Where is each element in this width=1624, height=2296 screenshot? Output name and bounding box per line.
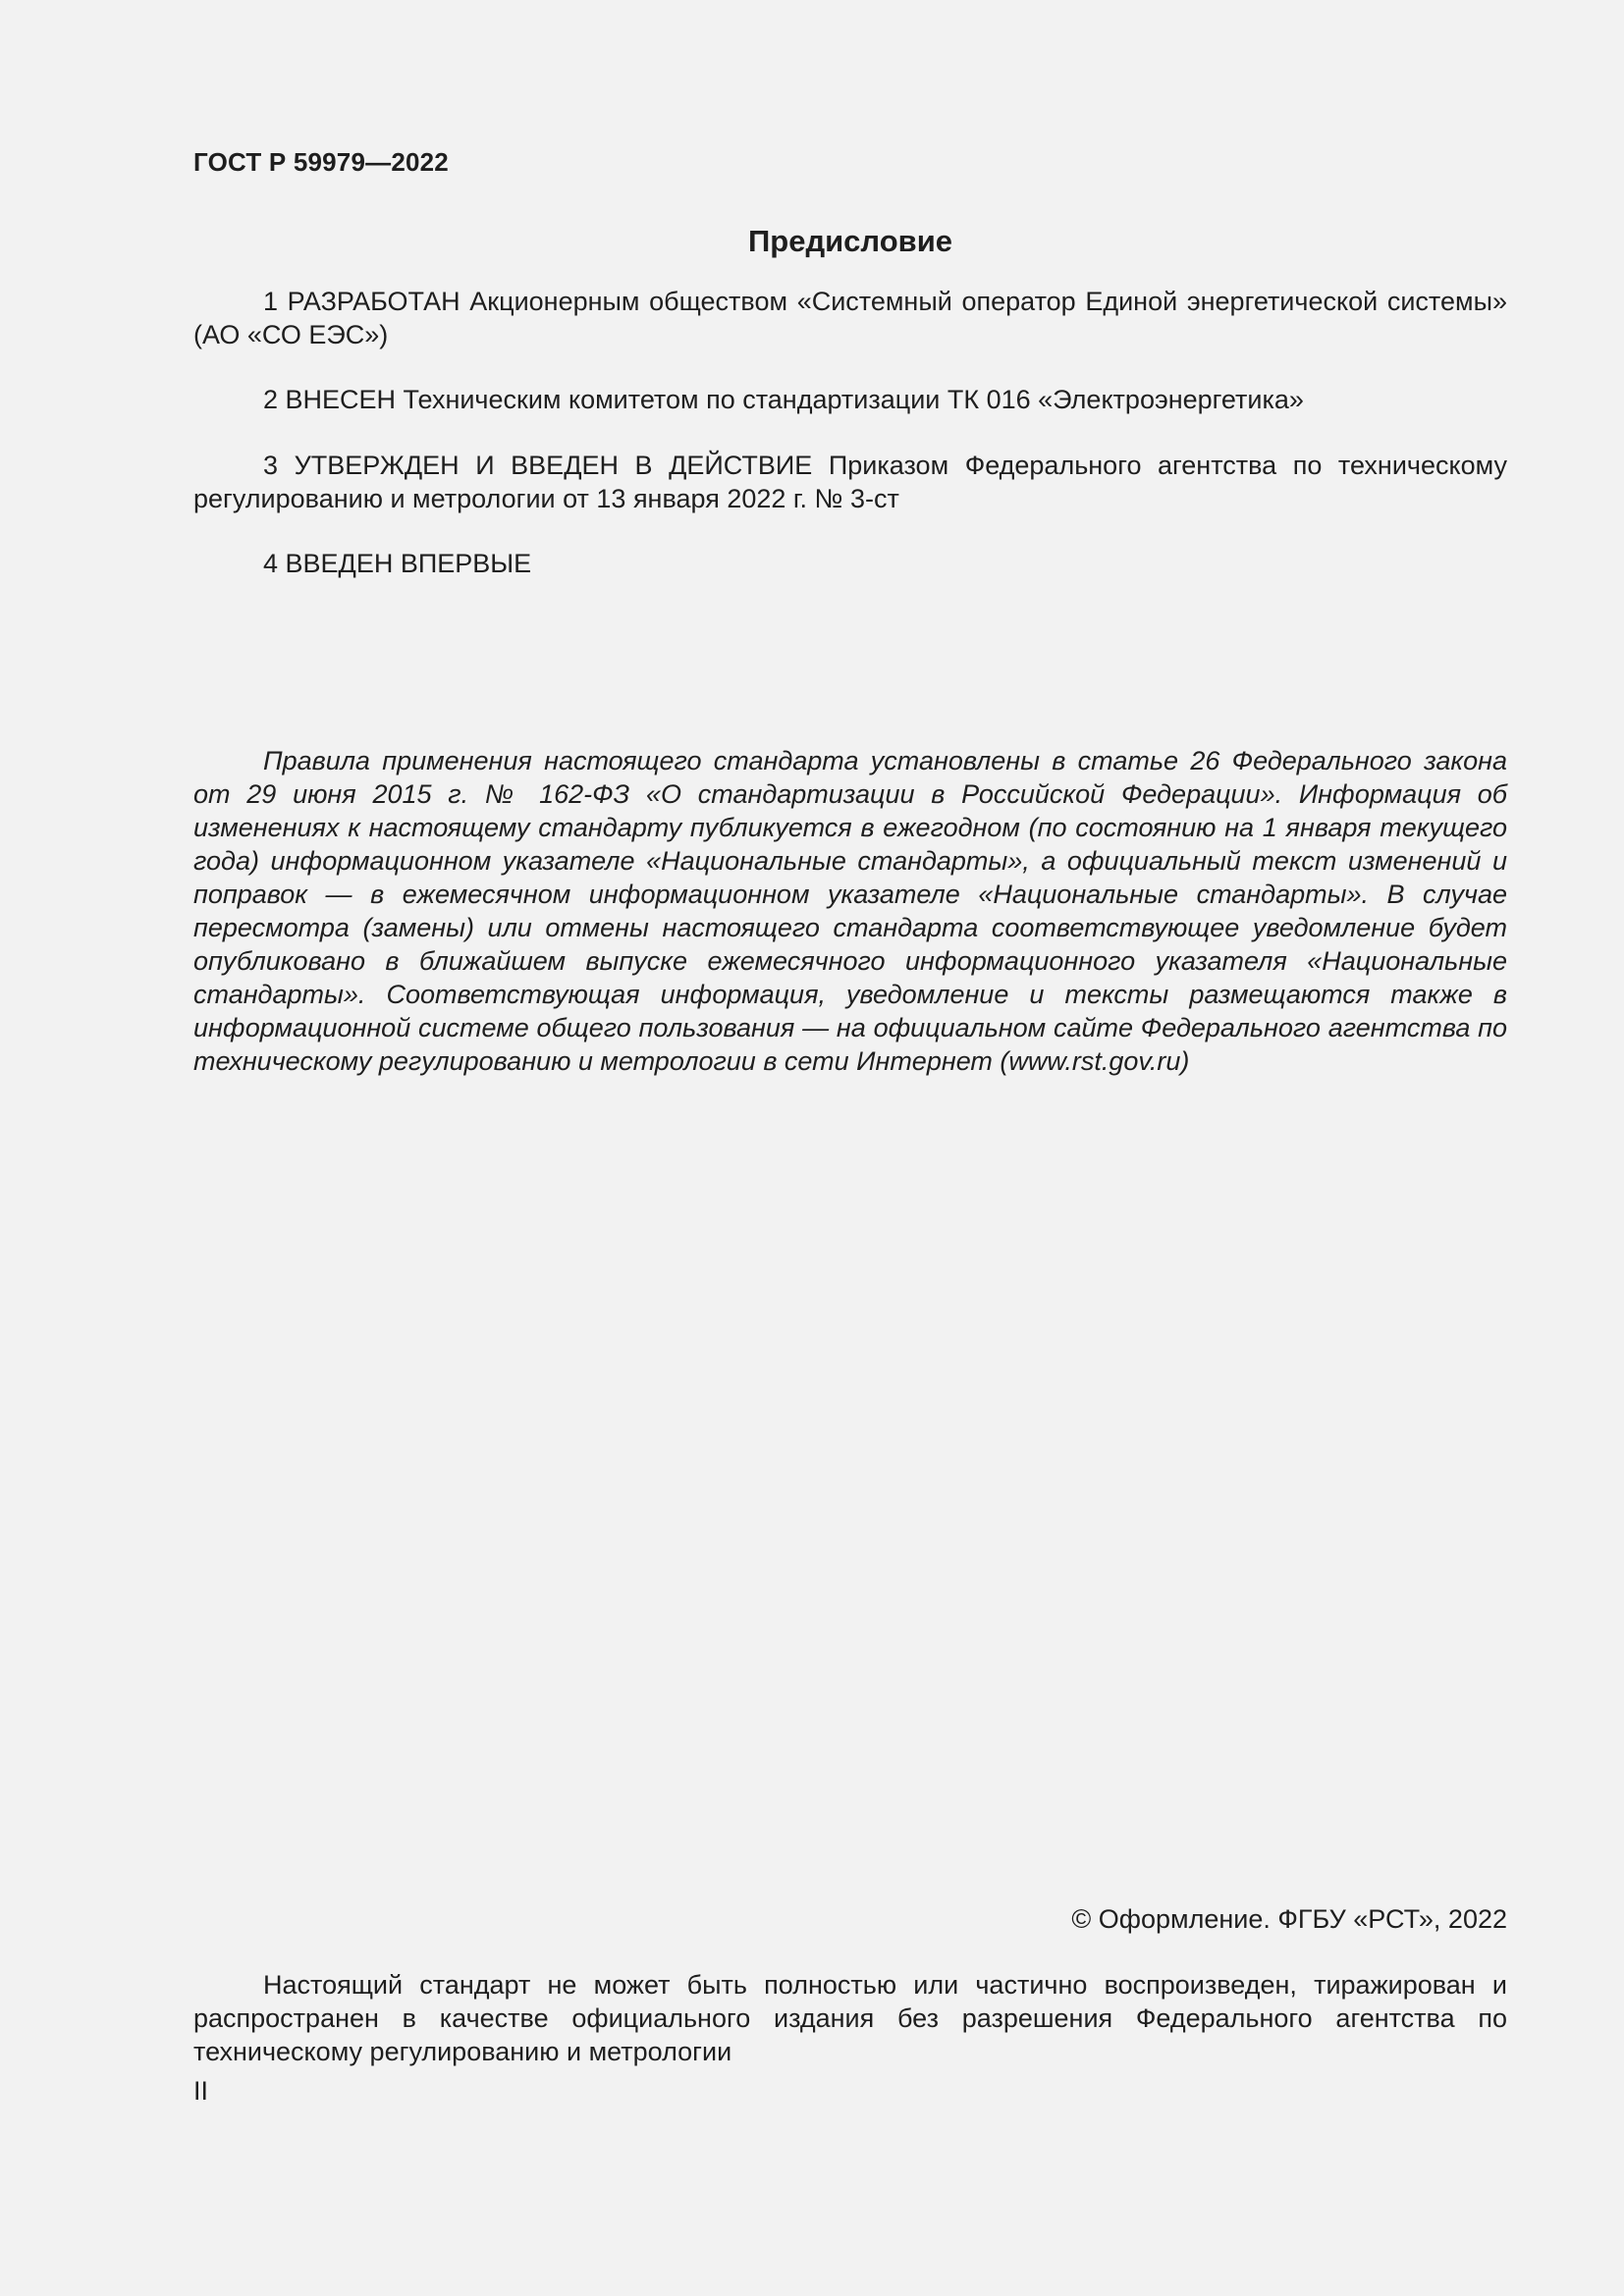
copyright-notice: © Оформление. ФГБУ «РСТ», 2022 [1071, 1904, 1507, 1934]
standard-code-header: ГОСТ Р 59979—2022 [193, 147, 449, 177]
foreword-item-2: 2 ВНЕСЕН Техническим комитетом по стандартизации ТК 016 «Электроэнергетика» [263, 385, 1304, 414]
rules-note: Правила применения настоящего стандарта установлены в статье 26 Федерального закона от 29 июня 2015 г. № 162-ФЗ «О стандартизации в Российской Федерации». Информация об изменениях к настоящему стандарту публикуется в ежегодном (по состоянию на 1 января текущего года) информационном указателе «Национальные стандарты», а официальный текст изменений и поправок — в ежемесячном информационном указателе «Национальные стандарты». В случае пересмотра (замены) или отмены настоящего стандарта соответствующее уведомление будет опубликовано в ближайшем выпуске ежемесячного информационного указателя «Национальные стандарты». Соответствующая информация, уведомление и тексты размещаются также в информационной системе общего пользования — на официальном сайте Федерального агентства по техническому регулированию и метрологии в сети Интернет (www.rst.gov.ru) [193, 746, 1507, 1076]
foreword-title: Предисловие [747, 224, 952, 258]
foreword-item-1: 1 РАЗРАБОТАН Акционерным обществом «Системный оператор Единой энергетической системы» (АО «СО ЕЭС») [193, 287, 1507, 349]
reproduction-notice: Настоящий стандарт не может быть полностью или частично воспроизведен, тиражирован и распространен в качестве официального издания без разрешения Федерального агентства по техническому регулированию и метрологии [193, 1970, 1507, 2066]
foreword-item-4: 4 ВВЕДЕН ВПЕРВЫЕ [263, 549, 532, 578]
page-number: II [193, 2076, 209, 2106]
foreword-item-3: 3 УТВЕРЖДЕН И ВВЕДЕН В ДЕЙСТВИЕ Приказом Федерального агентства по техническому регулированию и метрологии от 13 января 2022 г. № 3-ст [193, 451, 1507, 513]
